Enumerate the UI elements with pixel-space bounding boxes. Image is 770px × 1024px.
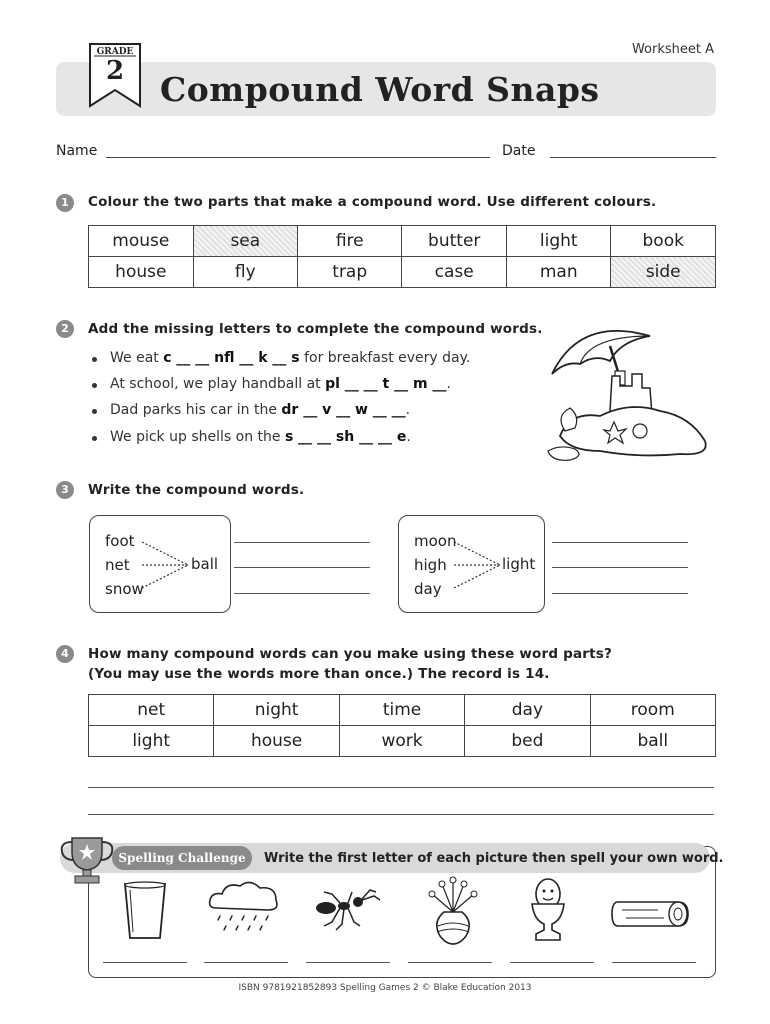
q2-item: Dad parks his car in the dr __ v __ w __ __. xyxy=(110,402,411,418)
question-4-number: 4 xyxy=(56,645,74,663)
q1-cell[interactable]: fire xyxy=(298,226,402,257)
q1-cell[interactable]: butter xyxy=(402,226,507,257)
q4-cell: room xyxy=(590,695,715,726)
question-1-number: 1 xyxy=(56,194,74,212)
question-4-instruction-line-2: (You may use the words more than once.) The record is 14. xyxy=(88,666,550,682)
q2-missing-word[interactable]: pl __ __ t __ m __ xyxy=(325,376,447,392)
challenge-answer-line[interactable] xyxy=(510,962,594,963)
q4-answer-line[interactable] xyxy=(88,814,714,815)
q1-cell[interactable]: book xyxy=(611,226,716,257)
question-3-number: 3 xyxy=(56,481,74,499)
q4-cell: net xyxy=(89,695,214,726)
name-field[interactable] xyxy=(106,157,490,158)
q3-answer-line[interactable] xyxy=(552,593,688,594)
challenge-answer-line[interactable] xyxy=(612,962,696,963)
q3-answer-line[interactable] xyxy=(234,542,370,543)
trophy-icon xyxy=(56,834,118,886)
q4-cell: day xyxy=(465,695,590,726)
ant-icon xyxy=(310,886,382,932)
glass-icon xyxy=(120,880,170,942)
q3-answer-line[interactable] xyxy=(552,542,688,543)
date-label: Date xyxy=(502,143,536,159)
q4-cell: bed xyxy=(465,726,590,757)
grade-number: 2 xyxy=(105,56,125,86)
challenge-answer-line[interactable] xyxy=(408,962,492,963)
worksheet-label: Worksheet A xyxy=(631,42,714,57)
q1-cell[interactable]: light xyxy=(507,226,611,257)
challenge-answer-line[interactable] xyxy=(204,962,288,963)
log-icon xyxy=(608,896,692,932)
question-3-instruction: Write the compound words. xyxy=(88,482,305,498)
q1-cell[interactable]: trap xyxy=(298,257,402,288)
egg-in-cup-icon xyxy=(528,876,568,944)
question-2-number: 2 xyxy=(56,320,74,338)
q3-connector-lines xyxy=(140,535,192,595)
q2-item: We pick up shells on the s __ __ sh __ __ e. xyxy=(110,429,411,445)
q4-cell: night xyxy=(214,695,339,726)
q3-word: ball xyxy=(191,555,219,573)
q1-word-table xyxy=(88,225,716,288)
bullet xyxy=(92,436,97,441)
question-2-instruction: Add the missing letters to complete the compound words. xyxy=(88,321,543,337)
q2-missing-word[interactable]: c __ __ nfl __ k __ s xyxy=(163,350,300,366)
q4-cell: light xyxy=(89,726,214,757)
q2-missing-word[interactable]: dr __ v __ w __ __ xyxy=(281,402,406,418)
name-label: Name xyxy=(56,143,98,159)
page-title: Compound Word Snaps xyxy=(160,70,600,109)
q4-answer-line[interactable] xyxy=(88,787,714,788)
q4-cell: house xyxy=(214,726,339,757)
spelling-challenge-instruction: Write the first letter of each picture then spell your own word. xyxy=(264,851,724,866)
q4-cell: time xyxy=(339,695,464,726)
q1-cell[interactable]: case xyxy=(402,257,507,288)
q1-cell[interactable]: side xyxy=(611,257,716,288)
q3-word: foot xyxy=(105,532,135,550)
beach-umbrella-sandcastle-icon xyxy=(540,316,720,466)
q3-word: moon xyxy=(414,532,457,550)
q3-answer-line[interactable] xyxy=(234,593,370,594)
q3-connector-lines xyxy=(452,535,504,595)
q3-answer-line[interactable] xyxy=(552,567,688,568)
bullet xyxy=(92,409,97,414)
challenge-answer-line[interactable] xyxy=(306,962,390,963)
challenge-answer-line[interactable] xyxy=(103,962,187,963)
q1-cell[interactable]: man xyxy=(507,257,611,288)
footer-text: ISBN 9781921852893 Spelling Games 2 © Blake Education 2013 xyxy=(238,983,532,993)
q3-word: high xyxy=(414,556,447,574)
spelling-challenge-label: Spelling Challenge xyxy=(112,846,252,870)
q2-item: At school, we play handball at pl __ __ t __ m __. xyxy=(110,376,451,392)
question-4-instruction-line-1: How many compound words can you make using these word parts? xyxy=(88,646,613,662)
q4-word-table xyxy=(88,694,716,757)
q2-item: We eat c __ __ nfl __ k __ s for breakfast every day. xyxy=(110,350,471,366)
q3-answer-line[interactable] xyxy=(234,567,370,568)
q4-cell: ball xyxy=(590,726,715,757)
date-field[interactable] xyxy=(550,157,716,158)
vase-of-flowers-icon xyxy=(424,876,482,946)
q3-word: net xyxy=(105,556,130,574)
question-1-instruction: Colour the two parts that make a compound word. Use different colours. xyxy=(88,194,657,210)
grade-word: GRADE xyxy=(96,47,134,57)
q4-cell: work xyxy=(339,726,464,757)
q1-cell[interactable]: mouse xyxy=(89,226,194,257)
rain-cloud-icon xyxy=(206,878,282,940)
q3-word: day xyxy=(414,580,442,598)
q1-cell[interactable]: fly xyxy=(193,257,297,288)
q3-word: snow xyxy=(105,580,144,598)
bullet xyxy=(92,383,97,388)
q1-cell[interactable]: house xyxy=(89,257,194,288)
bullet xyxy=(92,357,97,362)
q1-cell[interactable]: sea xyxy=(193,226,297,257)
q3-word: light xyxy=(502,555,536,573)
q2-missing-word[interactable]: s __ __ sh __ __ e xyxy=(284,429,407,445)
